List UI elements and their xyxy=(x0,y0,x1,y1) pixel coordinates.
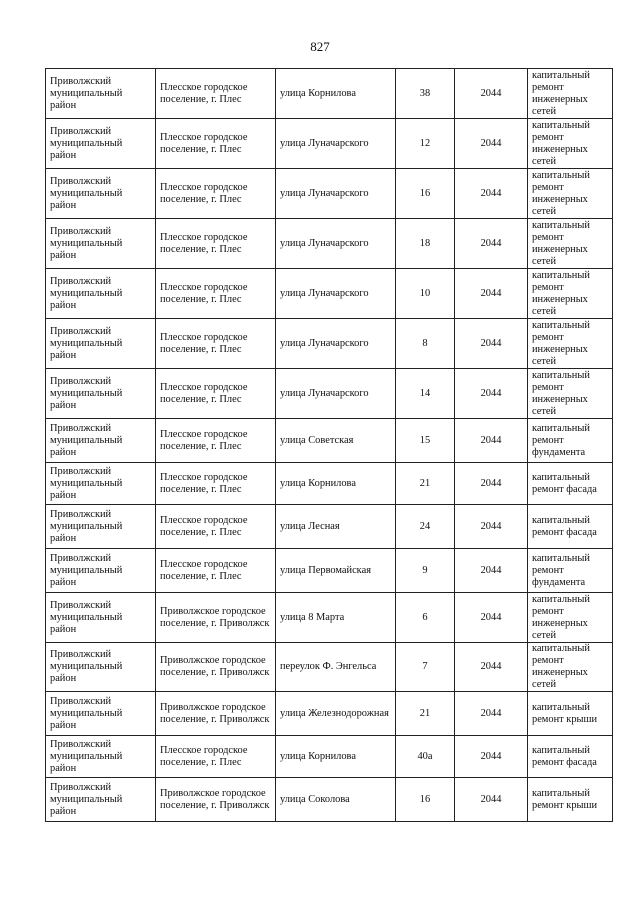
table-row xyxy=(46,463,613,505)
table-row xyxy=(46,119,613,169)
table-row xyxy=(46,269,613,319)
settlement-cell: Плесское городское поселение, г. Плес xyxy=(156,369,276,419)
year-cell: 2044 xyxy=(455,643,528,692)
table-row xyxy=(46,505,613,549)
work-type-cell: капитальный ремонт фасада xyxy=(528,505,613,549)
settlement-cell: Плесское городское поселение, г. Плес xyxy=(156,419,276,463)
year-cell: 2044 xyxy=(455,369,528,419)
work-type-cell: капитальный ремонт инженерных сетей xyxy=(528,593,613,643)
house-number-cell: 10 xyxy=(396,269,455,319)
table-row xyxy=(46,369,613,419)
table-row xyxy=(46,69,613,119)
year-cell: 2044 xyxy=(455,169,528,219)
district-cell: Приволжский муниципальный район xyxy=(46,369,156,419)
district-cell: Приволжский муниципальный район xyxy=(46,319,156,369)
house-number-cell: 21 xyxy=(396,692,455,736)
street-cell: улица Корнилова xyxy=(276,463,396,505)
house-number-cell: 16 xyxy=(396,778,455,822)
settlement-cell: Плесское городское поселение, г. Плес xyxy=(156,319,276,369)
table-row xyxy=(46,778,613,822)
street-cell: улица Луначарского xyxy=(276,319,396,369)
year-cell: 2044 xyxy=(455,219,528,269)
table-body xyxy=(46,69,613,822)
settlement-cell: Плесское городское поселение, г. Плес xyxy=(156,736,276,778)
district-cell: Приволжский муниципальный район xyxy=(46,119,156,169)
district-cell: Приволжский муниципальный район xyxy=(46,219,156,269)
house-number-cell: 16 xyxy=(396,169,455,219)
settlement-cell: Плесское городское поселение, г. Плес xyxy=(156,549,276,593)
table-row xyxy=(46,219,613,269)
year-cell: 2044 xyxy=(455,549,528,593)
district-cell: Приволжский муниципальный район xyxy=(46,549,156,593)
street-cell: улица Железнодорожная xyxy=(276,692,396,736)
table-row xyxy=(46,736,613,778)
settlement-cell: Приволжское городское поселение, г. Приволжск xyxy=(156,593,276,643)
settlement-cell: Плесское городское поселение, г. Плес xyxy=(156,169,276,219)
settlement-cell: Плесское городское поселение, г. Плес xyxy=(156,219,276,269)
district-cell: Приволжский муниципальный район xyxy=(46,778,156,822)
street-cell: улица 8 Марта xyxy=(276,593,396,643)
work-type-cell: капитальный ремонт фундамента xyxy=(528,549,613,593)
settlement-cell: Плесское городское поселение, г. Плес xyxy=(156,69,276,119)
work-type-cell: капитальный ремонт инженерных сетей xyxy=(528,169,613,219)
settlement-cell: Плесское городское поселение, г. Плес xyxy=(156,119,276,169)
year-cell: 2044 xyxy=(455,463,528,505)
year-cell: 2044 xyxy=(455,505,528,549)
house-number-cell: 12 xyxy=(396,119,455,169)
settlement-cell: Плесское городское поселение, г. Плес xyxy=(156,505,276,549)
settlement-cell: Приволжское городское поселение, г. Приволжск xyxy=(156,643,276,692)
year-cell: 2044 xyxy=(455,319,528,369)
work-type-cell: капитальный ремонт фасада xyxy=(528,736,613,778)
house-number-cell: 7 xyxy=(396,643,455,692)
table-row xyxy=(46,643,613,692)
street-cell: улица Луначарского xyxy=(276,219,396,269)
house-number-cell: 40а xyxy=(396,736,455,778)
year-cell: 2044 xyxy=(455,593,528,643)
street-cell: улица Луначарского xyxy=(276,269,396,319)
house-number-cell: 6 xyxy=(396,593,455,643)
settlement-cell: Приволжское городское поселение, г. Приволжск xyxy=(156,778,276,822)
housing-repair-table xyxy=(45,68,613,822)
district-cell: Приволжский муниципальный район xyxy=(46,593,156,643)
street-cell: улица Луначарского xyxy=(276,369,396,419)
year-cell: 2044 xyxy=(455,419,528,463)
table-row xyxy=(46,419,613,463)
year-cell: 2044 xyxy=(455,692,528,736)
work-type-cell: капитальный ремонт фасада xyxy=(528,463,613,505)
table-row xyxy=(46,593,613,643)
district-cell: Приволжский муниципальный район xyxy=(46,463,156,505)
street-cell: улица Советская xyxy=(276,419,396,463)
work-type-cell: капитальный ремонт инженерных сетей xyxy=(528,319,613,369)
work-type-cell: капитальный ремонт крыши xyxy=(528,692,613,736)
settlement-cell: Плесское городское поселение, г. Плес xyxy=(156,463,276,505)
district-cell: Приволжский муниципальный район xyxy=(46,692,156,736)
settlement-cell: Плесское городское поселение, г. Плес xyxy=(156,269,276,319)
year-cell: 2044 xyxy=(455,778,528,822)
work-type-cell: капитальный ремонт инженерных сетей xyxy=(528,643,613,692)
work-type-cell: капитальный ремонт фундамента xyxy=(528,419,613,463)
work-type-cell: капитальный ремонт инженерных сетей xyxy=(528,69,613,119)
house-number-cell: 21 xyxy=(396,463,455,505)
district-cell: Приволжский муниципальный район xyxy=(46,269,156,319)
street-cell: улица Луначарского xyxy=(276,169,396,219)
year-cell: 2044 xyxy=(455,119,528,169)
table-row xyxy=(46,549,613,593)
house-number-cell: 15 xyxy=(396,419,455,463)
district-cell: Приволжский муниципальный район xyxy=(46,505,156,549)
district-cell: Приволжский муниципальный район xyxy=(46,643,156,692)
table-row xyxy=(46,692,613,736)
district-cell: Приволжский муниципальный район xyxy=(46,169,156,219)
house-number-cell: 38 xyxy=(396,69,455,119)
work-type-cell: капитальный ремонт инженерных сетей xyxy=(528,369,613,419)
table-row xyxy=(46,169,613,219)
settlement-cell: Приволжское городское поселение, г. Приволжск xyxy=(156,692,276,736)
work-type-cell: капитальный ремонт инженерных сетей xyxy=(528,119,613,169)
street-cell: улица Соколова xyxy=(276,778,396,822)
table-row xyxy=(46,319,613,369)
work-type-cell: капитальный ремонт инженерных сетей xyxy=(528,269,613,319)
street-cell: улица Луначарского xyxy=(276,119,396,169)
work-type-cell: капитальный ремонт инженерных сетей xyxy=(528,219,613,269)
street-cell: переулок Ф. Энгельса xyxy=(276,643,396,692)
year-cell: 2044 xyxy=(455,269,528,319)
street-cell: улица Лесная xyxy=(276,505,396,549)
street-cell: улица Корнилова xyxy=(276,736,396,778)
house-number-cell: 18 xyxy=(396,219,455,269)
street-cell: улица Корнилова xyxy=(276,69,396,119)
year-cell: 2044 xyxy=(455,69,528,119)
district-cell: Приволжский муниципальный район xyxy=(46,419,156,463)
year-cell: 2044 xyxy=(455,736,528,778)
house-number-cell: 14 xyxy=(396,369,455,419)
street-cell: улица Первомайская xyxy=(276,549,396,593)
house-number-cell: 24 xyxy=(396,505,455,549)
work-type-cell: капитальный ремонт крыши xyxy=(528,778,613,822)
district-cell: Приволжский муниципальный район xyxy=(46,736,156,778)
page-number: 827 xyxy=(310,39,330,54)
house-number-cell: 8 xyxy=(396,319,455,369)
house-number-cell: 9 xyxy=(396,549,455,593)
district-cell: Приволжский муниципальный район xyxy=(46,69,156,119)
